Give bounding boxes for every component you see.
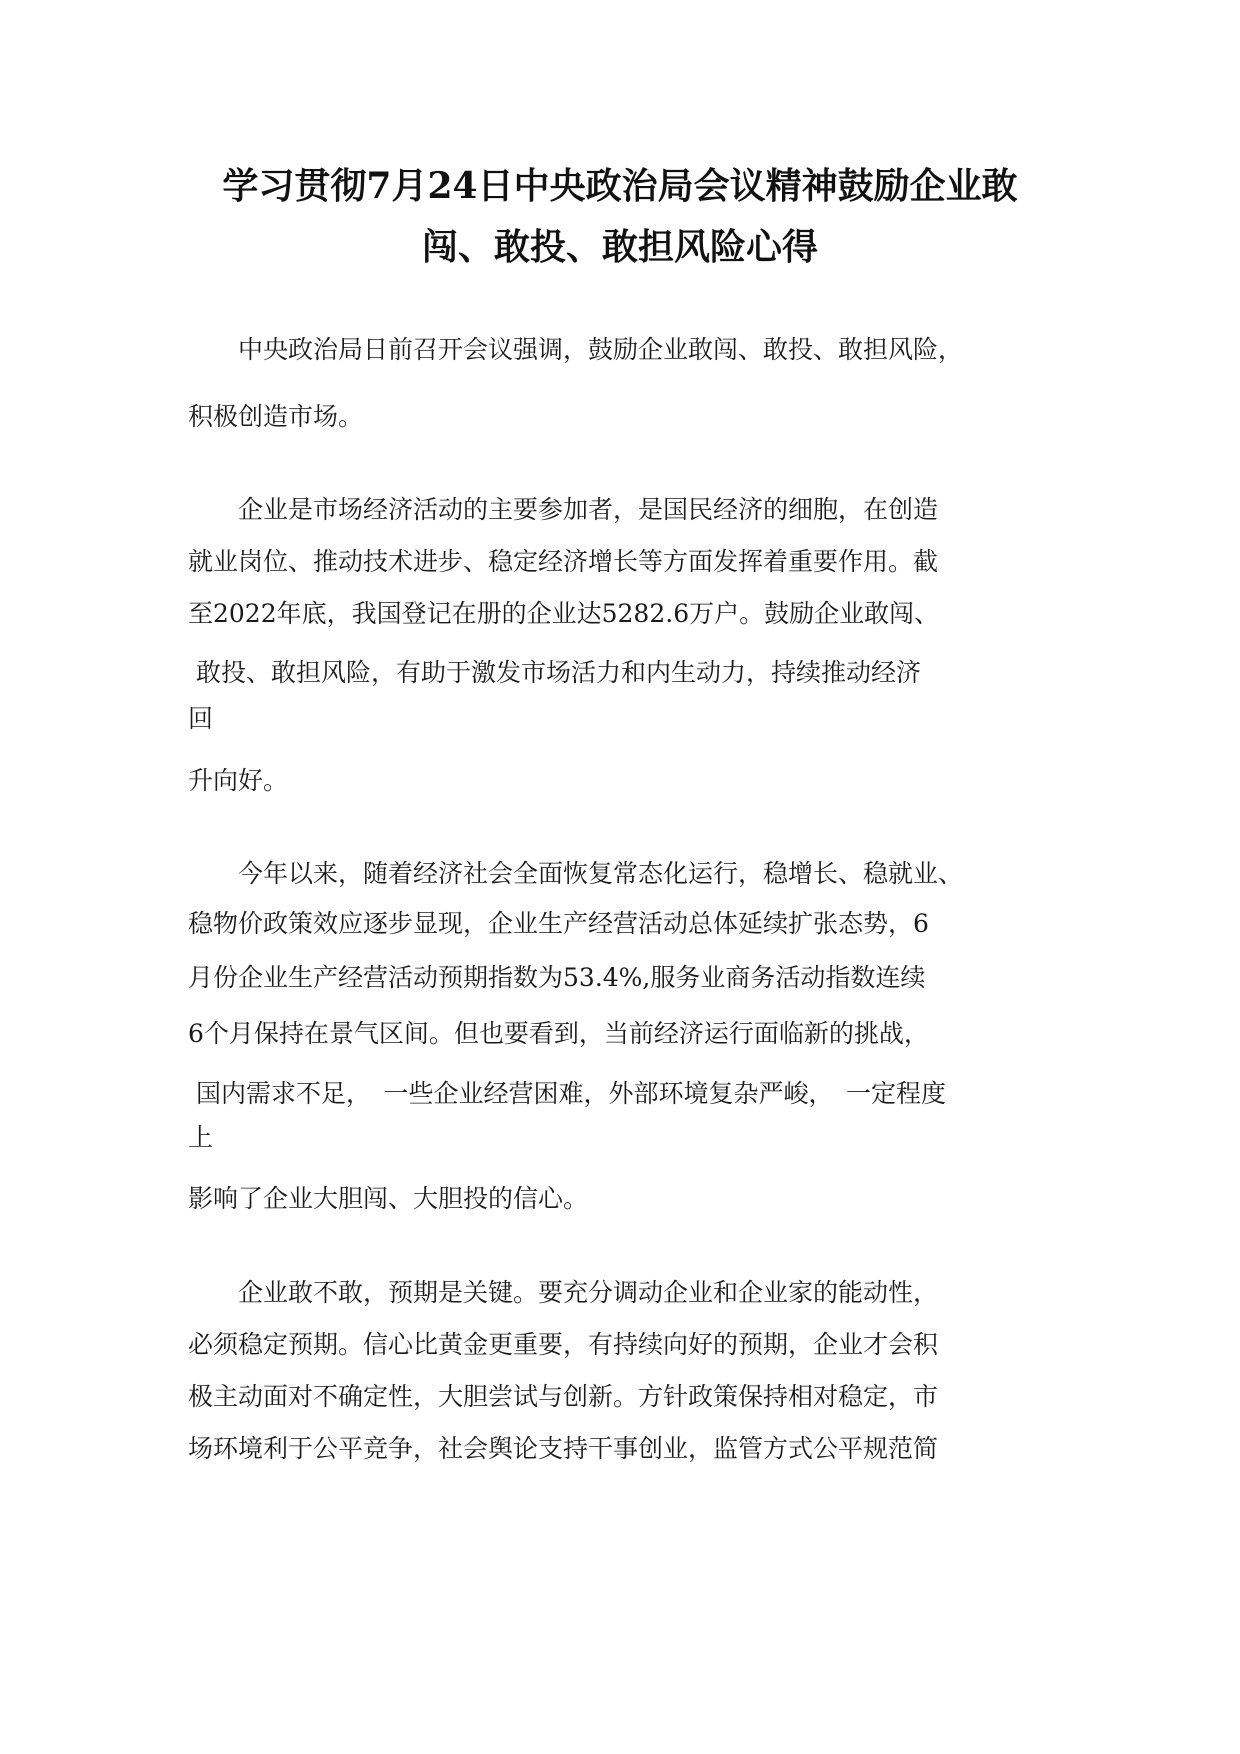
paragraph-line: 月份企业生产经营活动预期指数为53.4%,服务业商务活动指数连续	[188, 963, 926, 992]
paragraph-line: 必须稳定预期。信心比黄金更重要，有持续向好的预期，企业才会积	[188, 1330, 939, 1359]
paragraph-line: 企业敢不敢，预期是关键。要充分调动企业和企业家的能动性，	[188, 1278, 939, 1307]
paragraph-line: 影响了企业大胆闯、大胆投的信心。	[188, 1184, 589, 1213]
paragraph-line: 敢投、敢担风险，有助于激发市场活力和内生动力，持续推动经济	[188, 658, 921, 687]
paragraph-line: 场环境利于公平竞争，社会舆论支持干事创业，监管方式公平规范简	[188, 1434, 939, 1463]
paragraph-line: 极主动面对不确定性，大胆尝试与创新。方针政策保持相对稳定，市	[188, 1382, 939, 1411]
paragraph-line: 国内需求不足， 一些企业经营困难，外部环境复杂严峻， 一定程度	[188, 1079, 946, 1108]
document-title-line-2: 闯、敢投、敢担风险心得	[421, 226, 818, 268]
paragraph-line: 至2022年底，我国登记在册的企业达5282.6万户。鼓励企业敢闯、	[188, 599, 940, 628]
paragraph-line: 中央政治局日前召开会议强调，鼓励企业敢闯、敢投、敢担风险，	[188, 335, 964, 364]
document-title-line-1: 学习贯彻7月24日中央政治局会议精神鼓励企业敢	[222, 165, 1018, 207]
paragraph-line: 升向好。	[188, 766, 289, 795]
paragraph-line: 今年以来，随着经济社会全面恢复常态化运行，稳增长、稳就业、	[188, 859, 964, 888]
paragraph-line: 企业是市场经济活动的主要参加者，是国民经济的细胞，在创造	[188, 495, 939, 524]
paragraph-line: 6个月保持在景气区间。但也要看到，当前经济运行面临新的挑战，	[188, 1019, 929, 1048]
paragraph-line: 稳物价政策效应逐步显现，企业生产经营活动总体延续扩张态势，6	[188, 909, 929, 938]
paragraph-line: 就业岗位、推动技术进步、稳定经济增长等方面发挥着重要作用。截	[188, 547, 939, 576]
paragraph-line: 积极创造市场。	[188, 402, 364, 431]
paragraph-line: 上	[188, 1123, 214, 1152]
paragraph-line: 回	[188, 704, 214, 733]
